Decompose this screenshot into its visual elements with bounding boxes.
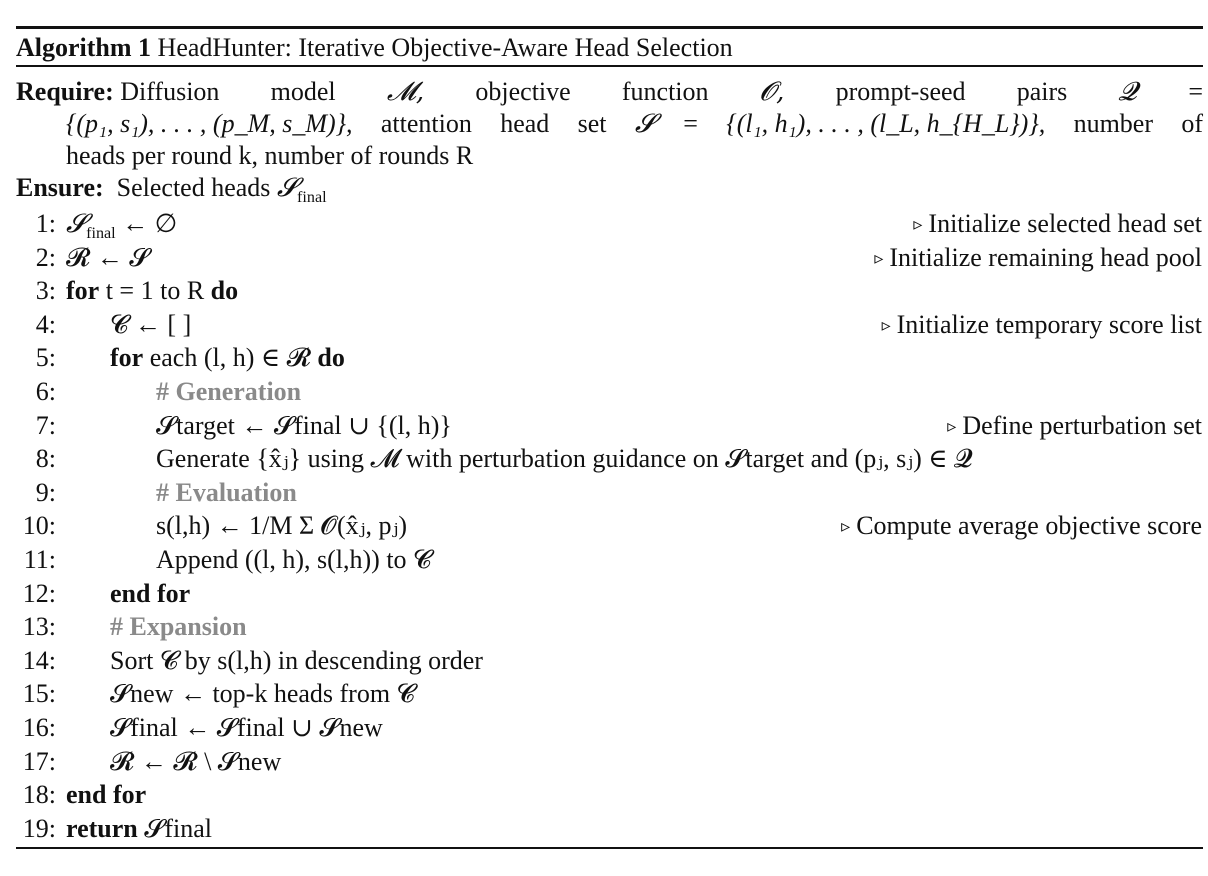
algorithm-block [16,26,1203,67]
line-number: 9: [35,477,56,507]
line-comment [841,509,1202,543]
algorithm-line [0,543,1202,576]
caption-title: HeadHunter: Iterative Objective-Aware Head Selection [157,33,733,62]
ensure-line [16,172,327,207]
line-number: 19: [22,813,56,843]
statement-text: each (l, h) ∈ 𝓡 [143,343,318,373]
caption-label: Algorithm 1 [16,33,152,62]
keyword: for [110,343,144,373]
word: objective [475,77,571,106]
objective-symbol: 𝓞, [759,77,785,107]
word: attention [380,109,472,138]
algorithm-line [0,644,1202,677]
algorithm-line [0,812,1202,845]
ensure-keyword: Ensure: [16,173,104,202]
pairs-set: {(p₁, s₁), . . . , (p_M, s_M)}, [66,109,353,138]
line-body [66,812,212,845]
comment-text: Define perturbation set [962,410,1202,440]
algorithm-line [0,677,1202,710]
word: set [577,109,607,138]
model-symbol: 𝓜, [386,77,425,107]
line-body [156,442,973,475]
algorithm-line [0,476,1202,509]
ensure-text: Selected heads [116,173,271,202]
statement-text: s(l,h) ← 1/M Σ 𝓞(x̂ⱼ, pⱼ) [156,511,408,541]
statement-text: 𝓢final [137,813,213,843]
comment-text: Initialize selected head set [928,209,1202,238]
keyword: return [66,813,138,843]
line-body [110,677,415,710]
word: of [1181,109,1203,138]
algorithm-caption [16,29,1203,65]
line-number: 5: [35,343,56,373]
comment-text: Initialize temporary score list [896,309,1202,339]
line-comment [874,241,1202,275]
statement-text: 𝓢final ← 𝓢final ∪ 𝓢new [110,713,383,742]
line-body [156,409,452,442]
algorithm-line [0,241,1202,274]
word: Diffusion [120,77,220,106]
math-text: ← ∅ [115,209,178,238]
algorithm-line [0,745,1202,778]
word: head [500,109,550,138]
comment-triangle-icon: ▹ [841,516,851,537]
statement-text: Generate {x̂ⱼ} using 𝓜 with perturbation guidance on 𝓢target and (pⱼ, sⱼ) ∈ 𝓠 [156,444,973,474]
keyword: do [317,343,345,373]
algorithm-line [0,610,1202,643]
line-number: 17: [22,746,56,776]
line-number: 8: [35,444,56,474]
line-comment [947,409,1202,443]
algorithm-line [0,308,1202,341]
line-body [66,778,146,811]
line-body [156,509,407,542]
line-body [110,610,247,643]
statement-text: Sort 𝓒 by s(l,h) in descending order [110,645,483,675]
algorithm-line [0,207,1202,243]
line-body [110,308,191,341]
line-number: 11: [23,545,56,574]
section-comment: # Evaluation [156,477,297,507]
statement-text: 𝓡 ← 𝓢 [66,242,150,272]
line-body [66,207,177,241]
line-number: 10: [22,511,56,541]
line-number: 13: [22,612,56,642]
line-number: 16: [22,713,56,742]
keyword: do [210,276,239,306]
head-set: {(l₁, h₁), . . . , (l_L, h_{H_L})}, [726,109,1046,138]
line-body [156,476,297,509]
line-body [110,711,383,744]
ensure-sub: final [297,189,327,207]
line-body [110,341,345,374]
line-number: 3: [35,276,56,306]
caption-rule [16,65,1203,67]
head-set-symbol: 𝓢 [634,109,655,139]
section-comment: # Generation [156,377,302,406]
subscript: final [86,225,116,243]
algorithm-line [0,711,1202,744]
algorithm-line [0,274,1202,307]
line-number: 4: [35,309,56,339]
line-comment [882,308,1202,342]
require-line-1 [16,76,1203,108]
algorithm-line [0,375,1202,408]
keyword: end for [110,578,191,608]
statement-text: 𝓢new ← top-k heads from 𝓒 [110,679,415,709]
line-number: 6: [35,377,56,406]
keyword: for [66,276,100,306]
word: pairs [1016,77,1068,106]
line-number: 14: [22,645,56,675]
comment-triangle-icon: ▹ [913,214,923,234]
algorithm-line [0,341,1202,374]
line-number: 1: [35,209,56,238]
line-body [66,274,238,307]
line-body [156,375,301,408]
math-symbol: 𝓢 [66,209,87,239]
require-line-3: heads per round k, number of rounds R [66,141,474,170]
keyword: end for [66,780,147,810]
comment-triangle-icon: ▹ [881,314,891,335]
comment-triangle-icon: ▹ [874,247,884,268]
line-comment [913,207,1202,241]
comment-text: Initialize remaining head pool [889,242,1202,272]
line-body [110,745,281,778]
pairs-symbol: 𝓠 [1118,77,1138,107]
comment-text: Compute average objective score [856,511,1202,541]
line-number: 18: [22,780,56,810]
algorithm-line [0,409,1202,442]
statement-text: t = 1 to R [99,276,211,306]
statement-text: Append ((l, h), s(l,h)) to 𝓒 [156,545,432,574]
section-comment: # Expansion [110,612,247,642]
line-body [156,543,431,576]
algorithm-line [0,509,1202,542]
line-number: 15: [22,679,56,709]
equals: = [1188,77,1203,106]
line-body [110,577,190,610]
word: function [621,77,709,106]
equals: = [683,109,698,138]
word: model [270,77,336,106]
line-number: 7: [35,410,56,440]
line-number: 2: [35,242,56,272]
algorithm-line [0,442,1202,475]
statement-text: 𝓒 ← [ ] [110,309,192,339]
line-number: 12: [22,578,56,608]
word: prompt-seed [835,77,966,106]
comment-triangle-icon: ▹ [947,415,957,436]
algorithm-line [0,577,1202,610]
require-keyword: Require: [16,77,114,106]
statement-text: 𝓡 ← 𝓡 \ 𝓢new [110,746,282,776]
ensure-symbol: 𝓢 [276,173,298,203]
line-body [66,241,149,274]
require-line-2 [66,108,1203,140]
word: number [1073,109,1153,138]
statement-text: 𝓢target ← 𝓢final ∪ {(l, h)} [156,410,452,440]
line-body [110,644,483,677]
bottom-rule [16,847,1203,849]
algorithm-line [0,778,1202,811]
